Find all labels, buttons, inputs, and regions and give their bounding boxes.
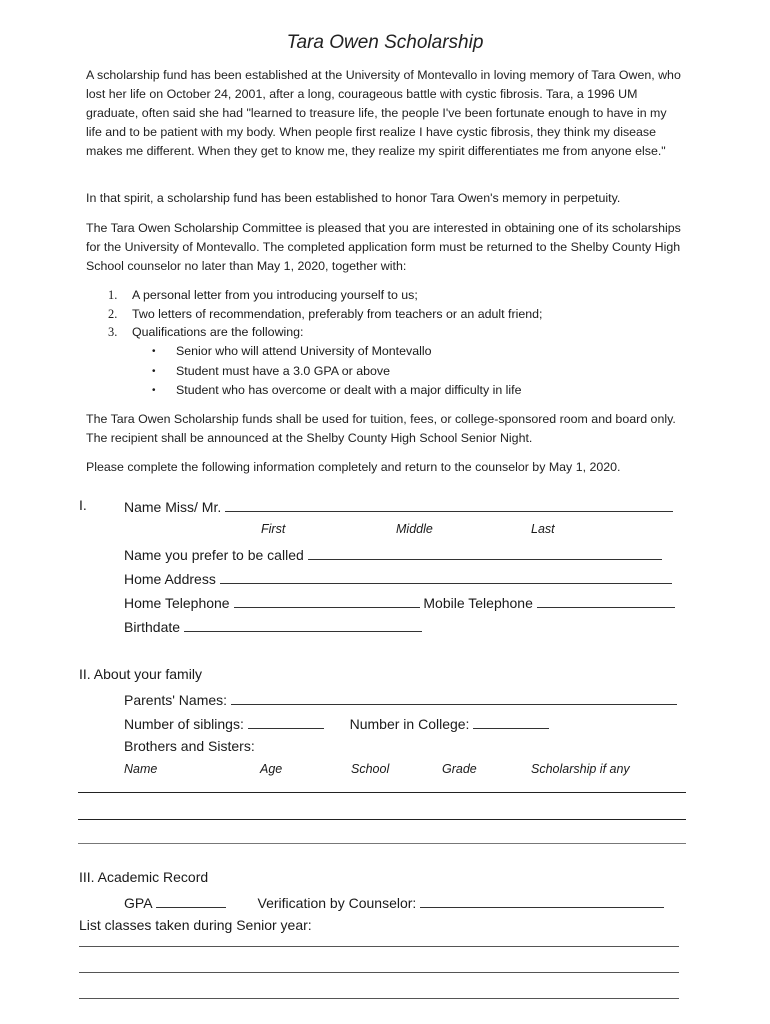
last-label: Last: [531, 522, 555, 536]
spirit-paragraph: In that spirit, a scholarship fund has been established to honor Tara Owen's memory in perpetuity.: [86, 191, 621, 205]
birthdate-field[interactable]: [184, 617, 422, 632]
page-title: Tara Owen Scholarship: [286, 32, 484, 53]
bullet-icon: •: [152, 385, 156, 396]
sibling-line-2[interactable]: [78, 819, 686, 820]
name-row: [124, 497, 673, 515]
instruction-text: Please complete the following information completely and return to the counselor by May 1, 2020.: [86, 460, 621, 474]
col-name: Name: [124, 762, 158, 776]
home-phone-label: Home Telephone: [124, 595, 230, 611]
gpa-row: [124, 893, 664, 911]
classes-label: List classes taken during Senior year:: [79, 917, 312, 933]
qualifications-list: [152, 342, 522, 401]
siblings-field[interactable]: [248, 714, 324, 729]
col-scholarship: Scholarship if any: [531, 762, 630, 776]
funds-note: The Tara Owen Scholarship funds shall be used for tuition, fees, or college-sponsored room and board only. The recipient shall be announced at the Shelby County High School Senior Night.: [86, 412, 676, 445]
siblings-row: [124, 714, 549, 732]
requirement-item: 3. Qualifications are the following:: [108, 325, 304, 339]
qualification-item: • Student must have a 3.0 GPA or above: [152, 362, 522, 382]
classes-line-1[interactable]: [79, 946, 679, 947]
col-school: School: [351, 762, 390, 776]
home-phone-field[interactable]: [234, 593, 420, 608]
section-2-heading: II. About your family: [79, 666, 202, 682]
requirements-list: [108, 286, 542, 342]
col-age: Age: [260, 762, 283, 776]
requirement-item: 1. A personal letter from you introducing yourself to us;: [108, 288, 418, 302]
mobile-phone-label: Mobile Telephone: [423, 595, 533, 611]
college-label: Number in College:: [349, 716, 470, 732]
address-row: [124, 569, 672, 587]
brothers-label: Brothers and Sisters:: [124, 738, 255, 754]
phone-row: [124, 593, 675, 611]
committee-paragraph: The Tara Owen Scholarship Committee is pleased that you are interested in obtaining one of its scholarships for the University of Montevallo. The completed application form must be returned to the Shelby County High School counselor no later than May 1, 2020, together with:: [86, 221, 681, 273]
col-grade: Grade: [442, 762, 477, 776]
section-3-heading: III. Academic Record: [79, 869, 209, 885]
verification-field[interactable]: [420, 893, 664, 908]
name-field[interactable]: [225, 497, 673, 512]
qualification-item: • Senior who will attend University of Montevallo: [152, 342, 522, 362]
address-field[interactable]: [220, 569, 672, 584]
sibling-line-1[interactable]: [78, 792, 686, 793]
address-label: Home Address: [124, 571, 216, 587]
bullet-icon: •: [152, 365, 156, 377]
parents-label: Parents' Names:: [124, 692, 228, 708]
classes-line-3[interactable]: [79, 998, 679, 999]
birthdate-label: Birthdate: [124, 619, 181, 635]
gpa-label: GPA: [124, 895, 152, 911]
qualification-item: • Student who has overcome or dealt with a major difficulty in life: [152, 381, 522, 401]
gpa-field[interactable]: [156, 893, 226, 908]
preferred-name-label: Name you prefer to be called: [124, 547, 304, 563]
college-field[interactable]: [473, 714, 549, 729]
section-1-numeral: I.: [79, 497, 87, 513]
first-label: First: [261, 522, 286, 536]
intro-paragraph: A scholarship fund has been established at the University of Montevallo in loving memory of Tara Owen, who lost her life on October 24, 2001, after a long, courageous battle with cystic fibrosis. Tara, a 1996 UM graduate, often said she had "learned to treasure life, the people I've been fortunate enough to have in my life and to be patient with my body. When people first realize I have cystic fibrosis, they think my disease makes me different. When they get to know me, they realize my spirit differentiates me from anyone else.": [86, 68, 681, 158]
middle-label: Middle: [396, 522, 433, 536]
siblings-label: Number of siblings:: [124, 716, 244, 732]
verification-label: Verification by Counselor:: [257, 895, 417, 911]
preferred-name-row: [124, 545, 662, 563]
requirement-item: 2. Two letters of recommendation, preferably from teachers or an adult friend;: [108, 306, 543, 321]
parents-row: [124, 690, 677, 708]
bullet-icon: •: [152, 346, 156, 357]
preferred-name-field[interactable]: [308, 545, 662, 560]
name-label: Name Miss/ Mr.: [124, 499, 222, 515]
sibling-line-3[interactable]: [78, 843, 686, 844]
mobile-phone-field[interactable]: [537, 593, 675, 608]
parents-field[interactable]: [231, 690, 677, 705]
birthdate-row: [124, 617, 422, 635]
classes-line-2[interactable]: [79, 972, 679, 973]
